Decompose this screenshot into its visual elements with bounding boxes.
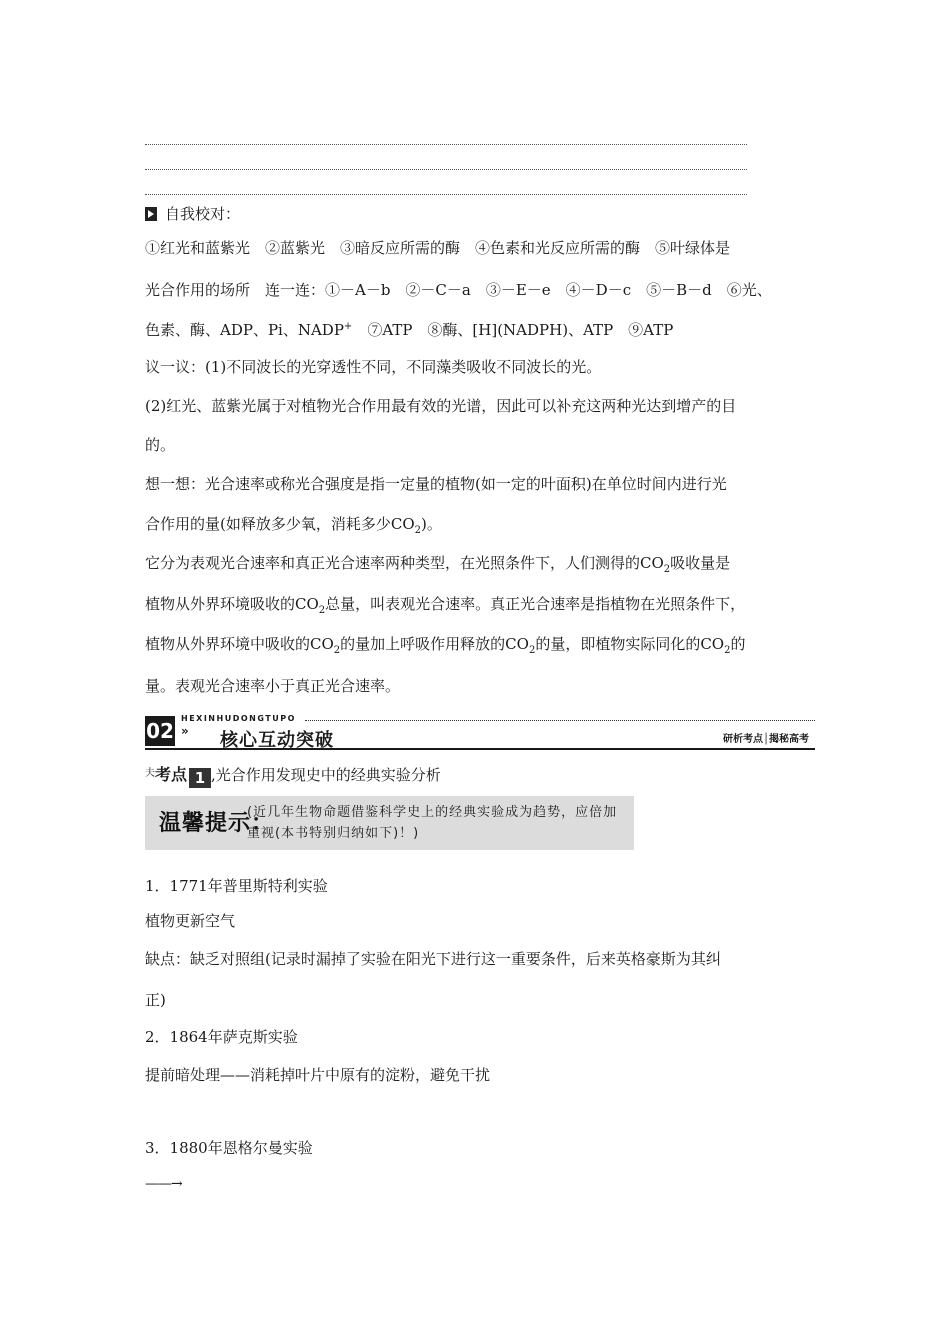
item-heading: 1．1771年普里斯特利实验 xyxy=(145,877,328,895)
discuss-line: 的。 xyxy=(145,436,176,454)
section-title: 核心互动突破 xyxy=(220,730,334,751)
think-line: 植物从外界环境吸收的$CO_2$总量，叫表观光合速率。真正光合速率是指植物在光照条件下， xyxy=(145,595,746,616)
self-check-line: 色素、酶、ADP、Pi、NADP+ ⑦ATP ⑧酶、[H](NADPH)、ATP ⑨ATP xyxy=(145,321,674,339)
tip-label: 温馨提示： xyxy=(159,811,275,836)
self-check-heading: 自我校对： xyxy=(145,204,815,224)
item-line: 植物更新空气 xyxy=(145,912,236,930)
section-tagline: 研析考点│揭秘高考 xyxy=(722,734,809,745)
item-line: 缺点：缺乏对照组(记录时漏掉了实验在阳光下进行这一重要条件，后来英格豪斯为其纠 xyxy=(145,950,721,968)
self-check-line: ①红光和蓝紫光 ②蓝紫光 ③暗反应所需的酶 ④色素和光反应所需的酶 ⑤叶绿体是 xyxy=(145,239,731,257)
topic-heading: $^夫$考点 1 ,光合作用发现史中的经典实验分析 xyxy=(145,765,441,787)
think-line: 合作用的量(如释放多少氧，消耗多少$CO_2$)。 xyxy=(145,515,442,536)
think-line: 植物从外界环境中吸收的$CO_2$的量加上呼吸作用释放的$CO_2$的量，即植物实际同化的$CO_2$的 xyxy=(145,635,746,656)
section-dotted-rule xyxy=(305,720,815,721)
answer-blank-line xyxy=(145,144,747,145)
self-check-line: 光合作用的场所 连一连：①－A－b ②－C－a ③－E－e ④－D－c ⑤－B－d ⑥光、 xyxy=(145,281,772,299)
think-line: 想一想：光合速率或称光合强度是指一定量的植物(如一定的叶面积)在单位时间内进行光 xyxy=(145,475,727,493)
item-heading: 2．1864年萨克斯实验 xyxy=(145,1028,298,1046)
discuss-line: 议一议：(1)不同波长的光穿透性不同，不同藻类吸收不同波长的光。 xyxy=(145,358,602,376)
double-chevron-icon: » xyxy=(181,724,189,738)
think-line: 它分为表观光合速率和真正光合速率两种类型，在光照条件下，人们测得的$CO_2$吸收量是 xyxy=(145,554,731,575)
answer-blank-line xyxy=(145,194,747,195)
arrow-icon: ——→ xyxy=(145,1176,182,1192)
section-rule xyxy=(145,748,815,750)
section-pinyin: HEXINHUDONGTUPO xyxy=(181,714,296,723)
triangle-marker-icon xyxy=(145,207,157,221)
section-number: 02 xyxy=(145,716,175,746)
section-header xyxy=(145,716,815,754)
item-line: 正) xyxy=(145,991,166,1009)
item-line: 提前暗处理——消耗掉叶片中原有的淀粉，避免干扰 xyxy=(145,1066,491,1084)
think-line: 量。表观光合速率小于真正光合速率。 xyxy=(145,677,401,695)
tip-text: (近几年生物命题借鉴科学史上的经典实验成为趋势，应倍加重视(本书特别归纳如下)！) xyxy=(247,805,618,841)
tip-box xyxy=(145,796,634,850)
item-heading: 3．1880年恩格尔曼实验 xyxy=(145,1139,313,1157)
answer-blank-line xyxy=(145,169,747,170)
discuss-line: (2)红光、蓝紫光属于对植物光合作用最有效的光谱，因此可以补充这两种光达到增产的目 xyxy=(145,397,737,415)
topic-number-badge: 1 xyxy=(189,768,211,788)
